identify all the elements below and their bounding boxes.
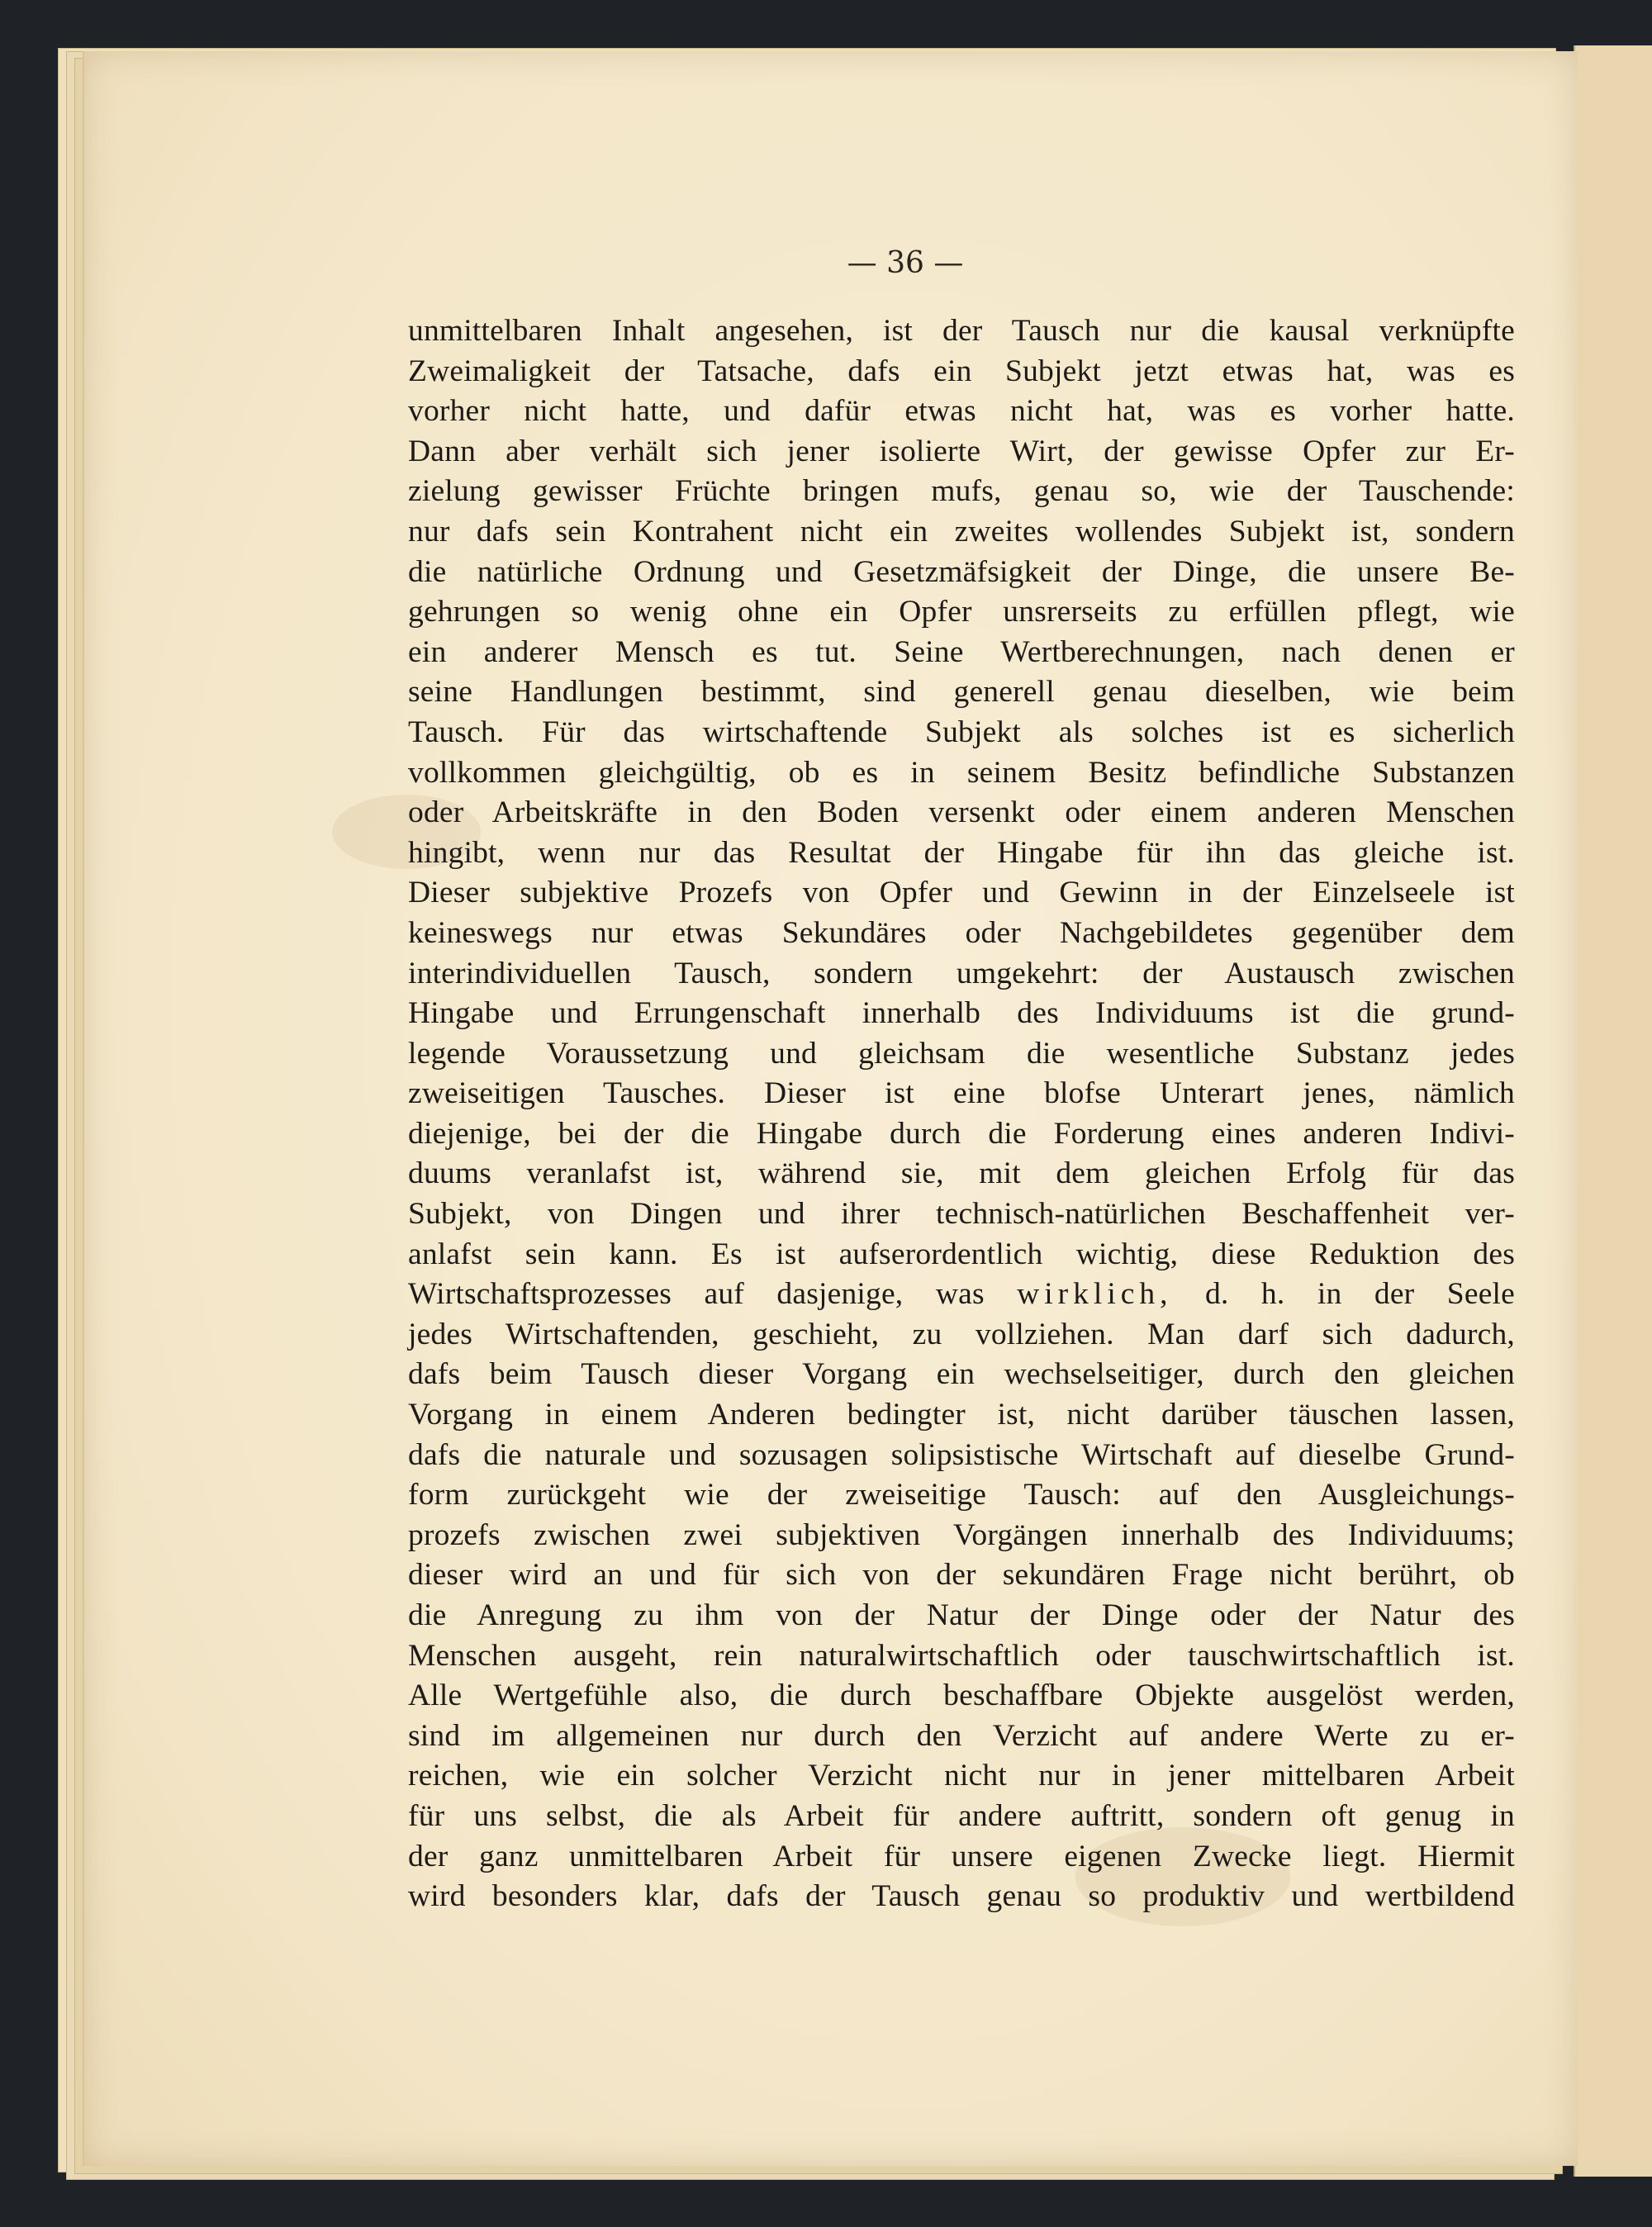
text-line: vollkommen gleichgültig, ob es in seinem Besitz befindliche Substanzen — [408, 755, 1515, 790]
text-line: Zweimaligkeit der Tatsache, dafs ein Subjekt jetzt etwas hat, was es — [408, 354, 1515, 388]
text-line: zweiseitigen Tausches. Dieser ist eine blofse Unterart jenes, nämlich — [408, 1076, 1515, 1111]
text-line-emphasis — [408, 1275, 1515, 1315]
spaced-emphasis: wirklich, — [1017, 1277, 1173, 1312]
text-line: wird besonders klar, dafs der Tausch genau so produktiv und wertbildend — [408, 1879, 1515, 1914]
text-line: Alle Wertgefühle also, die durch beschaffbare Objekte ausgelöst werden, — [408, 1679, 1515, 1713]
text-line: duums veranlafst ist, während sie, mit dem gleichen Erfolg für das — [408, 1156, 1515, 1191]
text-line: dieser wird an und für sich von der sekundären Frage nicht berührt, ob — [408, 1558, 1515, 1593]
text-line: die Anregung zu ihm von der Natur der Dinge oder der Natur des — [408, 1598, 1515, 1632]
text-line: Tausch. Für das wirtschaftende Subjekt als solches ist es sicherlich — [408, 715, 1515, 749]
text-line: hingibt, wenn nur das Resultat der Hingabe für ihn das gleiche ist. — [408, 835, 1515, 870]
text-line: Subjekt, von Dingen und ihrer technisch-natürlichen Beschaffenheit ver- — [408, 1197, 1515, 1232]
text-line: interindividuellen Tausch, sondern umgekehrt: der Austausch zwischen — [408, 956, 1515, 990]
text-line: Dann aber verhält sich jener isolierte Wirt, der gewisse Opfer zur Er- — [408, 434, 1515, 468]
page-number: — 36 — — [847, 246, 964, 280]
text-line: oder Arbeitskräfte in den Boden versenkt oder einem anderen Menschen — [408, 795, 1515, 830]
text-line: vorher nicht hatte, und dafür etwas nicht hat, was es vorher hatte. — [408, 394, 1515, 429]
facing-page-edge — [1574, 45, 1652, 2177]
book-page — [83, 51, 1578, 2166]
text-line: Dieser subjektive Prozefs von Opfer und Gewinn in der Einzelseele ist — [408, 876, 1515, 910]
text-line: die natürliche Ordnung und Gesetzmäfsigkeit der Dinge, die unsere Be- — [408, 554, 1515, 589]
text-line: reichen, wie ein solcher Verzicht nicht nur in jener mittelbaren Arbeit — [408, 1759, 1515, 1793]
text-line: unmittelbaren Inhalt angesehen, ist der Tausch nur die kausal verknüpfte — [408, 314, 1515, 348]
text-line: sind im allgemeinen nur durch den Verzicht auf andere Werte zu er- — [408, 1718, 1515, 1753]
text-line: diejenige, bei der die Hingabe durch die Forderung eines anderen Indivi- — [408, 1116, 1515, 1151]
text-line: Vorgang in einem Anderen bedingter ist, nicht darüber täuschen lassen, — [408, 1398, 1515, 1432]
text-line: Menschen ausgeht, rein naturalwirtschaftlich oder tauschwirtschaftlich ist. — [408, 1638, 1515, 1673]
text-line: keineswegs nur etwas Sekundäres oder Nachgebildetes gegenüber dem — [408, 915, 1515, 950]
text-line: nur dafs sein Kontrahent nicht ein zweites wollendes Subjekt ist, sondern — [408, 514, 1515, 548]
text-segment: d. h. in der Seele — [1204, 1277, 1516, 1312]
text-line: seine Handlungen bestimmt, sind generell genau dieselben, wie beim — [408, 675, 1515, 710]
text-line: legende Voraussetzung und gleichsam die wesentliche Substanz jedes — [408, 1036, 1515, 1071]
text-line: jedes Wirtschaftenden, geschieht, zu vollziehen. Man darf sich dadurch, — [408, 1317, 1515, 1351]
text-line: anlafst sein kann. Es ist aufserordentlich wichtig, diese Reduktion des — [408, 1237, 1515, 1271]
text-line: dafs die naturale und sozusagen solipsistische Wirtschaft auf dieselbe Grund- — [408, 1437, 1515, 1472]
text-line: Hingabe und Errungenschaft innerhalb des Individuums ist die grund- — [408, 996, 1515, 1031]
text-line: prozefs zwischen zwei subjektiven Vorgängen innerhalb des Individuums; — [408, 1517, 1515, 1552]
text-segment: Wirtschaftsprozesses auf dasjenige, was — [408, 1277, 985, 1312]
text-line: gehrungen so wenig ohne ein Opfer unsrerseits zu erfüllen pflegt, wie — [408, 595, 1515, 629]
text-line: für uns selbst, die als Arbeit für andere auftritt, sondern oft genug in — [408, 1798, 1515, 1833]
text-line: form zurückgeht wie der zweiseitige Tausch: auf den Ausgleichungs- — [408, 1478, 1515, 1512]
text-line: ein anderer Mensch es tut. Seine Wertberechnungen, nach denen er — [408, 634, 1515, 669]
body-text — [408, 311, 1515, 1917]
text-line: der ganz unmittelbaren Arbeit für unsere eigenen Zwecke liegt. Hiermit — [408, 1839, 1515, 1873]
text-line: zielung gewisser Früchte bringen mufs, genau so, wie der Tauschende: — [408, 474, 1515, 509]
text-line: dafs beim Tausch dieser Vorgang ein wechselseitiger, durch den gleichen — [408, 1357, 1515, 1392]
